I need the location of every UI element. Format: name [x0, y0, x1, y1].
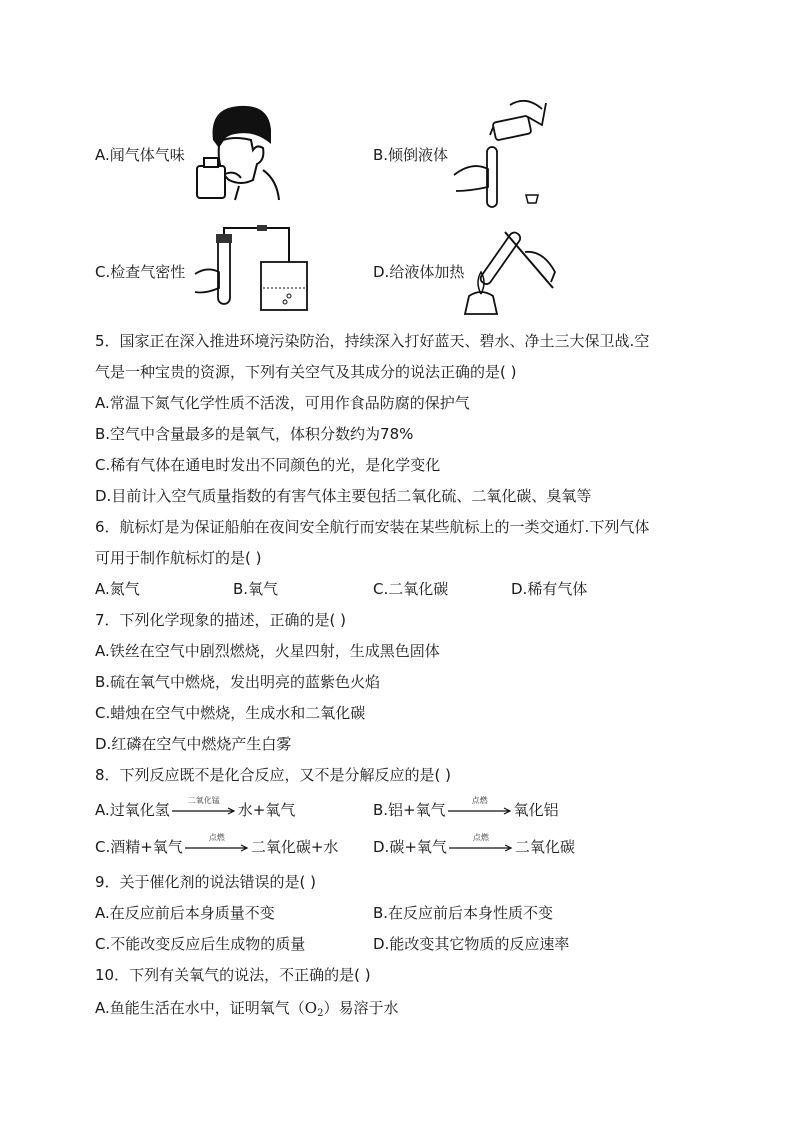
reaction-arrow	[171, 796, 237, 821]
q8-d-reactant: D.碳+氧气	[373, 838, 447, 856]
q8-option-a	[95, 796, 296, 821]
q7-option-b: B.硫在氧气中燃烧，发出明亮的蓝紫色火焰	[95, 673, 381, 691]
q10-a-text-end: ）易溶于水	[323, 999, 399, 1017]
q7-option-a: A.铁丝在空气中剧烈燃烧，火星四射，生成黑色固体	[95, 642, 440, 660]
oxygen-formula	[305, 999, 324, 1017]
figure-heating-liquid	[455, 222, 565, 318]
q9-stem: 9．关于催化剂的说法错误的是( )	[95, 873, 317, 891]
option-c-check-airtightness: C.检查气密性	[95, 263, 186, 281]
option-b-pour-liquid: B.倾倒液体	[373, 146, 449, 164]
q9-option-a: A.在反应前后本身质量不变	[95, 904, 275, 922]
reaction-condition: 点燃	[472, 833, 489, 842]
q5-option-b: B.空气中含量最多的是氧气，体积分数约为78%	[95, 425, 414, 443]
q6-option-a: A.氮气	[95, 580, 140, 598]
q7-stem: 7．下列化学现象的描述，正确的是( )	[95, 611, 347, 629]
reaction-condition: 二氧化锰	[187, 796, 220, 805]
q5-option-d: D.目前计入空气质量指数的有害气体主要包括二氧化硫、二氧化碳、臭氧等	[95, 487, 592, 505]
q6-option-c: C.二氧化碳	[373, 580, 449, 598]
q8-option-c	[95, 833, 339, 858]
q6-option-d: D.稀有气体	[511, 580, 588, 598]
q8-c-reactant: C.酒精+氧气	[95, 838, 183, 856]
reaction-condition: 点燃	[471, 796, 488, 805]
q6-option-b: B.氧气	[233, 580, 279, 598]
q8-option-d	[373, 833, 575, 858]
q8-stem: 8．下列反应既不是化合反应，又不是分解反应的是( )	[95, 766, 452, 784]
figure-smelling-gas	[195, 100, 281, 202]
option-d-heat-liquid: D.给液体加热	[373, 263, 465, 281]
reaction-arrow	[447, 796, 513, 821]
q8-b-reactant: B.铝+氧气	[373, 801, 446, 819]
figure-check-airtightness	[193, 222, 311, 314]
q5-stem-line1: 5．国家正在深入推进环境污染防治，持续深入打好蓝天、碧水、净土三大保卫战.空	[95, 332, 650, 350]
reaction-arrow	[448, 833, 514, 858]
q5-option-c: C.稀有气体在通电时发出不同颜色的光，是化学变化	[95, 456, 441, 474]
q8-option-b	[373, 796, 559, 821]
q7-option-d: D.红磷在空气中燃烧产生白雾	[95, 735, 292, 753]
q9-option-b: B.在反应前后本身性质不变	[373, 904, 554, 922]
q6-stem-line2: 可用于制作航标灯的是( )	[95, 549, 262, 567]
q8-a-reactant: A.过氧化氢	[95, 801, 170, 819]
option-a-smell-gas: A.闻气体气味	[95, 146, 185, 164]
reaction-condition: 点燃	[208, 833, 225, 842]
q9-option-c: C.不能改变反应后生成物的质量	[95, 935, 306, 953]
figure-pouring-liquid	[450, 95, 550, 210]
q8-d-product: 二氧化碳	[514, 838, 575, 856]
reaction-arrow	[184, 833, 250, 858]
q8-b-product: 氧化铝	[513, 801, 559, 819]
q8-c-product: 二氧化碳+水	[250, 838, 339, 856]
q6-stem-line1: 6．航标灯是为保证船舶在夜间安全航行而安装在某些航标上的一类交通灯.下列气体	[95, 518, 650, 536]
q8-a-product: 水+氧气	[237, 801, 296, 819]
q5-stem-line2: 气是一种宝贵的资源，下列有关空气及其成分的说法正确的是( )	[95, 363, 517, 381]
q5-option-a: A.常温下氮气化学性质不活泼，可用作食品防腐的保护气	[95, 394, 470, 412]
formula-subscript: 2	[317, 1008, 324, 1019]
q10-option-a	[95, 997, 398, 1025]
q7-option-c: C.蜡烛在空气中燃烧，生成水和二氧化碳	[95, 704, 366, 722]
q10-a-text: A.鱼能生活在水中，证明氧气（	[95, 999, 305, 1017]
q9-option-d: D.能改变其它物质的反应速率	[373, 935, 570, 953]
q10-stem: 10．下列有关氧气的说法，不正确的是( )	[95, 966, 371, 984]
formula-symbol: O	[304, 999, 318, 1017]
